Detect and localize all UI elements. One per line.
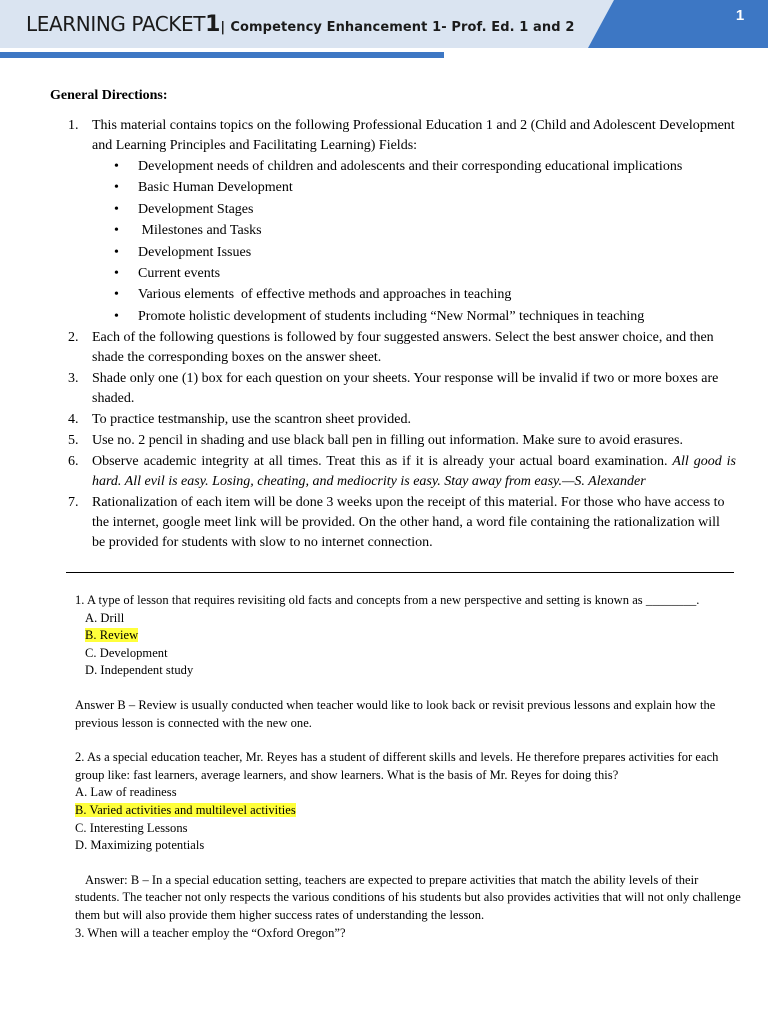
- option-label: A. Law of readiness: [75, 785, 177, 800]
- direction-text: Each of the following questions is followed by four suggested answers. Select the best answer choice, and then shade the corresponding boxes on the answer sheet.: [92, 330, 714, 366]
- direction-number: 1.: [68, 118, 79, 133]
- topic-item: • Development needs of children and adolescents and their corresponding educational implications: [114, 156, 736, 177]
- question-1-option-b: [75, 627, 743, 645]
- topic-list: [92, 156, 736, 327]
- direction-text: Rationalization of each item will be done 3 weeks upon the receipt of this material. For those who have access to the internet, google meet link will be provided. On the other hand, a word file containing the rationalization will be provided for students with slow to no internet connection.: [92, 495, 725, 551]
- direction-number: 6.: [68, 454, 79, 470]
- question-1-text: 1. A type of lesson that requires revisiting old facts and concepts from a new perspective and setting is known as ________.: [75, 593, 700, 607]
- direction-item: [68, 493, 736, 553]
- topic-item: • Development Issues: [114, 242, 736, 263]
- direction-text: Shade only one (1) box for each question on your sheets. Your response will be invalid if two or more boxes are shaded.: [92, 371, 719, 407]
- spacer: [75, 732, 743, 749]
- option-label: D. Independent study: [85, 663, 194, 678]
- direction-text: To practice testmanship, use the scantron sheet provided.: [92, 412, 411, 428]
- question-2-option-d: [75, 837, 743, 855]
- option-label: C. Interesting Lessons: [75, 820, 188, 835]
- header-subtitle: Competency Enhancement 1- Prof. Ed. 1 and 2: [230, 20, 575, 35]
- question-section: [75, 592, 743, 942]
- header-accent-bar: [0, 52, 444, 58]
- question-1-option-c: [75, 645, 743, 663]
- directions-list: [68, 116, 736, 554]
- direction-number: 2.: [68, 330, 79, 346]
- header-title: [26, 12, 574, 37]
- topic-item: • Basic Human Development: [114, 177, 736, 198]
- direction-item: [68, 328, 736, 368]
- section-divider: [66, 572, 734, 573]
- topic-item: • Promote holistic development of students including “New Normal” techniques in teaching: [114, 306, 736, 327]
- topic-item: • Milestones and Tasks: [114, 220, 736, 241]
- packet-number: 1: [205, 12, 221, 37]
- highlighted-answer: B. Review: [85, 628, 139, 643]
- spacer: [75, 680, 743, 697]
- packet-brand: LEARNING PACKET: [26, 12, 206, 36]
- direction-text: This material contains topics on the following Professional Education 1 and 2 (Child and Adolescent Development and Learning Principles and Facilitating Learning) Fields:: [92, 118, 735, 153]
- question-2-answer: Answer: B – In a special education setting, teachers are expected to prepare activities that match the ability levels of their students. The teacher not only respects the various conditions of his students but also provides activities that will not only challenge them but will also provide them higher success rates of understanding the lesson.: [75, 872, 741, 922]
- direction-number: 4.: [68, 412, 79, 428]
- question-1-option-a: [75, 610, 743, 628]
- topic-item: • Current events: [114, 263, 736, 284]
- direction-number: 5.: [68, 433, 79, 449]
- question-2-option-b: [75, 802, 743, 820]
- topic-item: • Development Stages: [114, 199, 736, 220]
- question-2-option-c: [75, 820, 743, 838]
- integrity-quote: All good is hard. All evil is easy. Losing, cheating, and mediocrity is easy. Stay away from easy.—S. Alexander: [92, 454, 736, 490]
- page-number: 1: [735, 7, 745, 24]
- question-1-option-d: [75, 662, 743, 680]
- header-separator: |: [220, 20, 226, 35]
- topic-item: • Various elements of effective methods and approaches in teaching: [114, 284, 736, 305]
- spacer: [75, 855, 743, 872]
- option-label: C. Development: [85, 645, 168, 660]
- direction-item: [68, 452, 736, 492]
- option-label: D. Maximizing potentials: [75, 838, 205, 853]
- question-3-text: 3. When will a teacher employ the “Oxford Oregon”?: [75, 925, 346, 940]
- direction-item: [68, 369, 736, 409]
- question-2-text: 2. As a special education teacher, Mr. Reyes has a student of different skills and levels. He therefore prepares activities for each group like: fast learners, average learners, and show learners. What is the basis of Mr. Reyes for doing this?: [75, 750, 719, 782]
- direction-text: Observe academic integrity at all times. Treat this as if it is already your actual board examination.: [92, 454, 673, 470]
- question-2-option-a: [75, 784, 743, 802]
- highlighted-answer: B. Varied activities and multilevel activities: [75, 802, 296, 817]
- direction-number: 3.: [68, 371, 79, 387]
- question-1-answer: Answer B – Review is usually conducted when teacher would like to look back or revisit previous lessons and explain how the previous lesson is connected with the new one.: [75, 697, 716, 730]
- directions-heading: General Directions:: [50, 88, 168, 103]
- direction-item: [68, 410, 736, 430]
- option-label: A. Drill: [85, 610, 125, 625]
- direction-item: [68, 431, 736, 451]
- direction-number: 7.: [68, 495, 79, 511]
- direction-text: Use no. 2 pencil in shading and use black ball pen in filling out information. Make sure to avoid erasures.: [92, 433, 683, 449]
- direction-item: [68, 116, 736, 327]
